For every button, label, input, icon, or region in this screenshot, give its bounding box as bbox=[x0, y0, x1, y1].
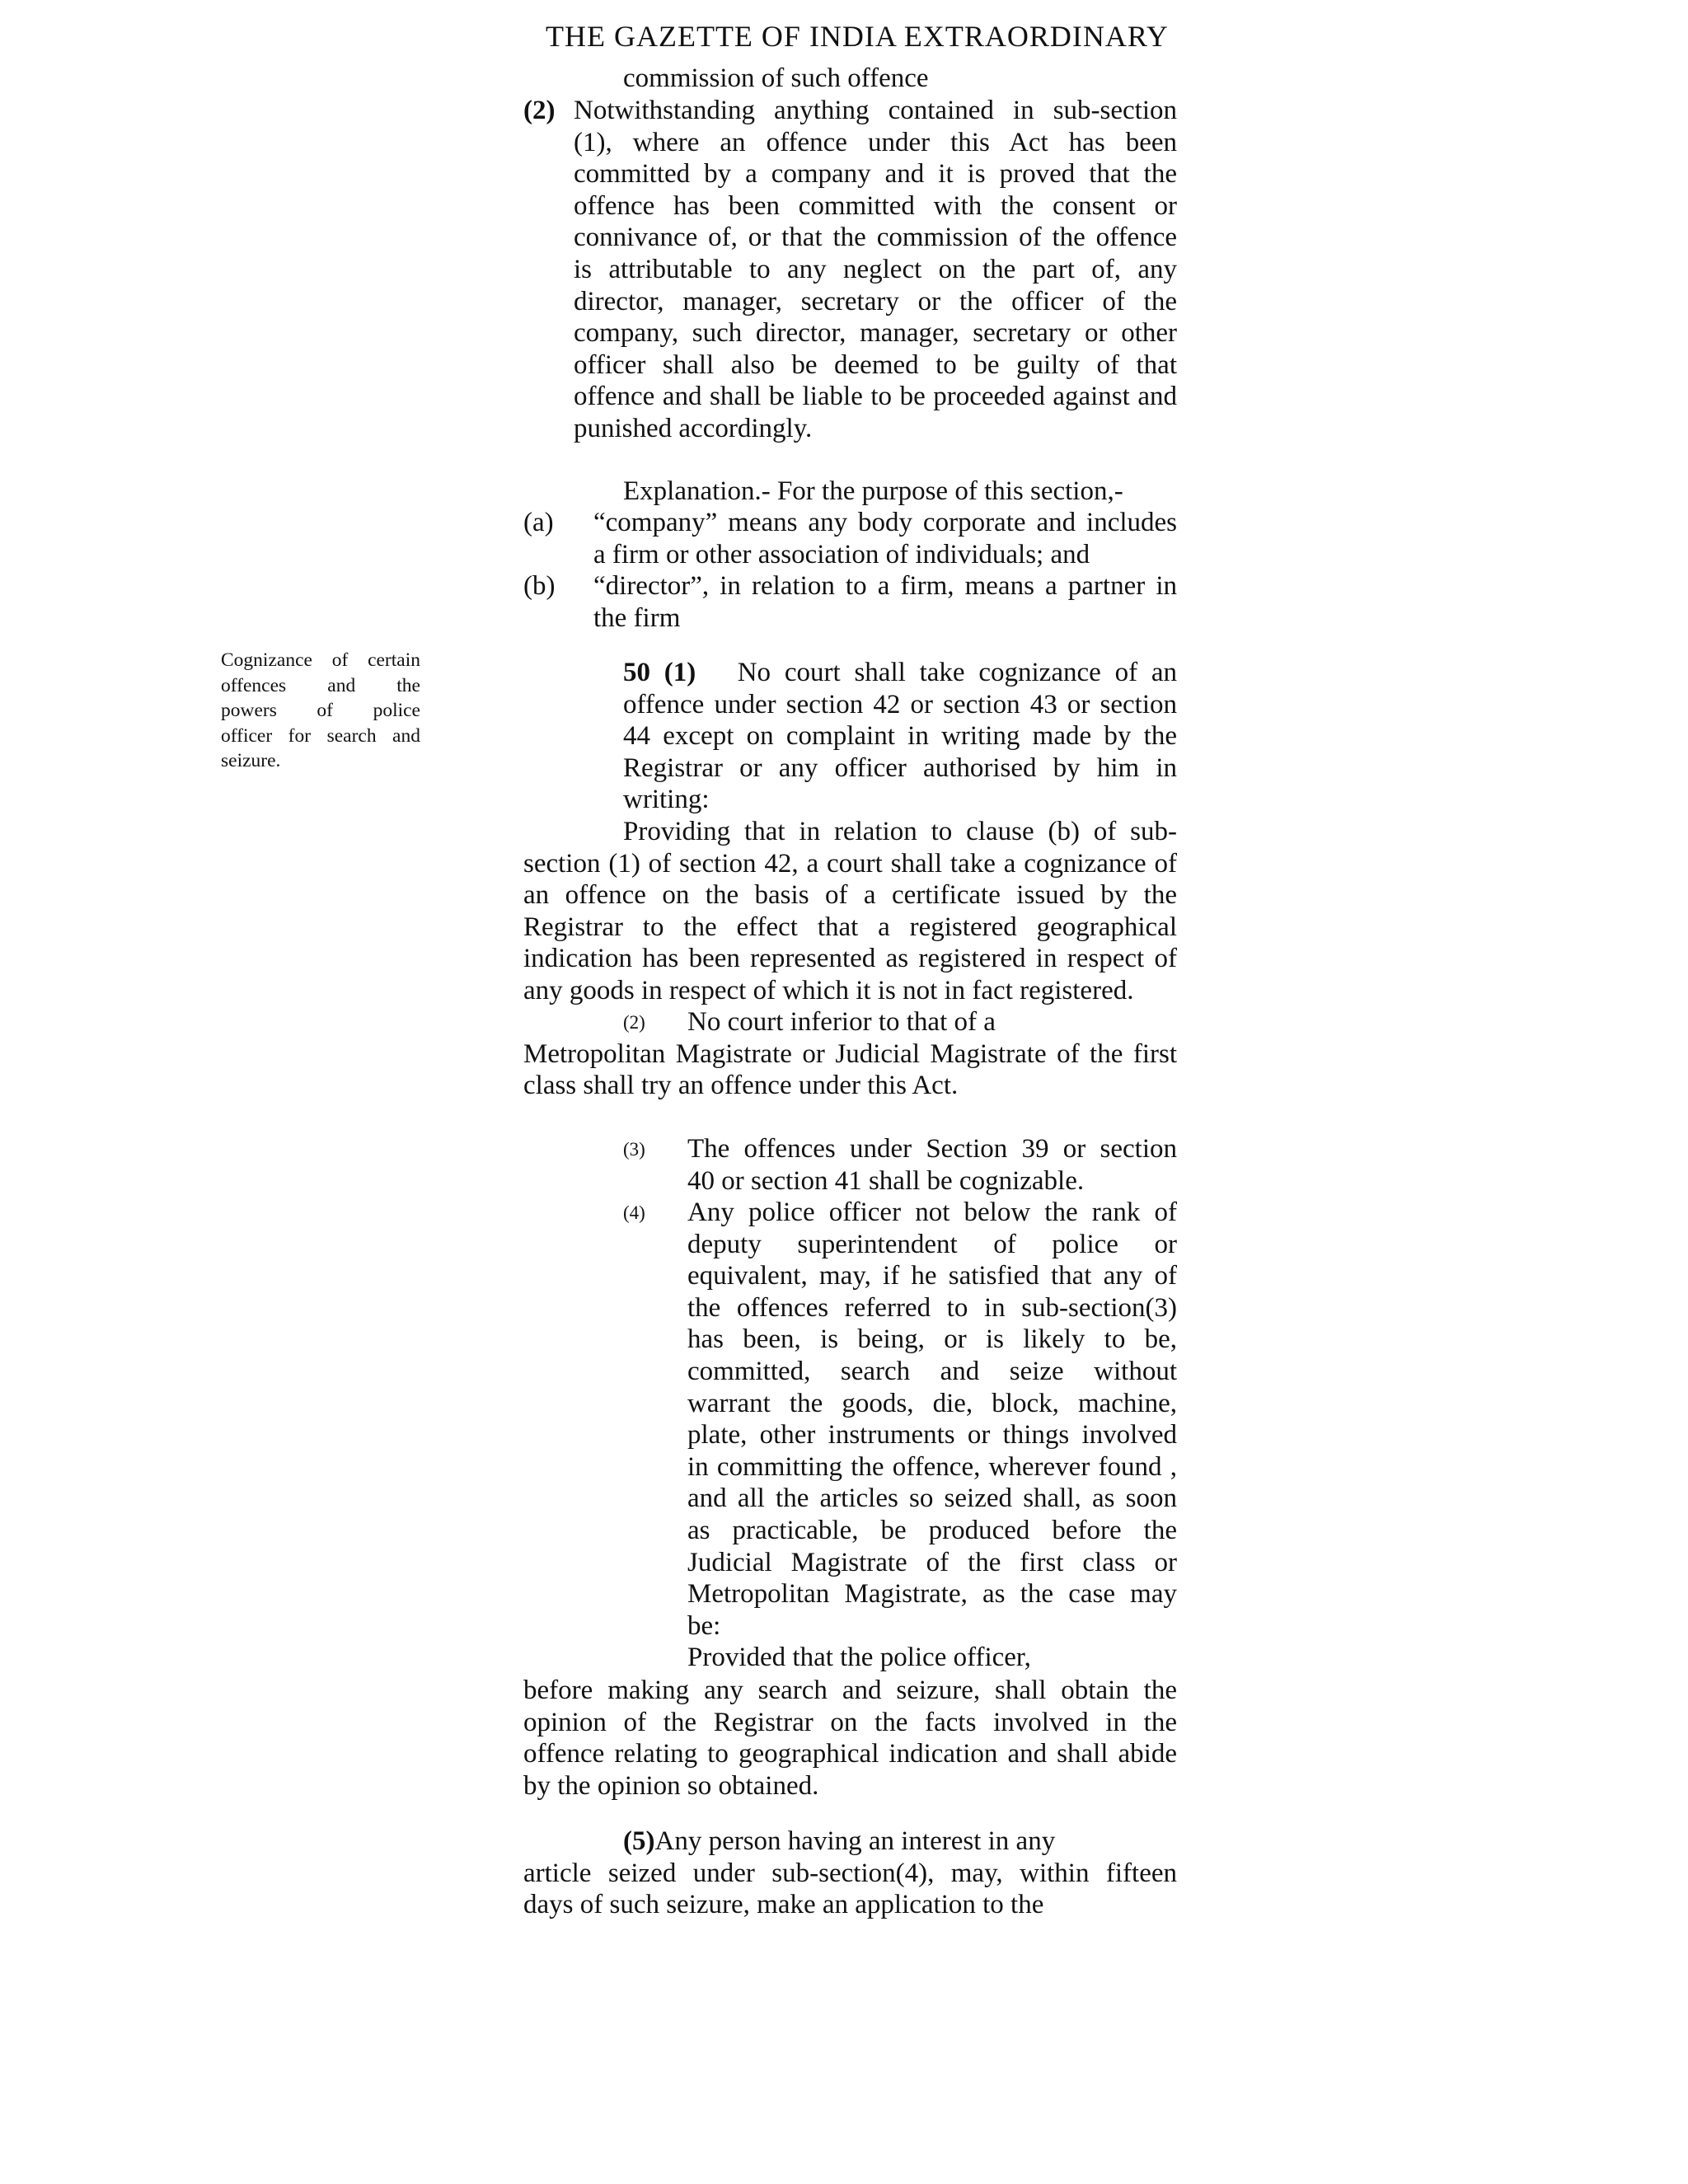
subsection-50-2-number: (2) bbox=[623, 1012, 645, 1033]
text-line: committed by a company and it is proved that the bbox=[574, 159, 1177, 190]
subsection-50-4-proviso-text bbox=[523, 1675, 1177, 1802]
subsection-50-3-text bbox=[687, 1133, 1177, 1197]
text-line: be: bbox=[687, 1610, 721, 1641]
text-line: article seized under sub-section(4), may, within fifteen bbox=[523, 1858, 1177, 1888]
text-line: the firm bbox=[593, 602, 681, 633]
text-line: an offence on the basis of a certificate issued by the bbox=[523, 880, 1177, 911]
text-line: Registrar to the effect that a registered geographical bbox=[523, 912, 1177, 942]
subsection-50-4-number: (4) bbox=[623, 1202, 645, 1223]
text-line: equivalent, may, if he satisfied that any of bbox=[687, 1261, 1177, 1291]
running-header-text: THE GAZETTE OF INDIA EXTRAORDINARY bbox=[546, 20, 1169, 51]
subsection-2-number: (2) bbox=[523, 96, 556, 125]
section-50-1-text bbox=[623, 657, 1177, 816]
section-50-proviso-first bbox=[623, 816, 1177, 848]
text-line: Provided that the police officer, bbox=[687, 1643, 1031, 1673]
text-line: a firm or other association of individuals; and bbox=[593, 539, 1090, 569]
text-line: deputy superintendent of police or bbox=[687, 1229, 1177, 1259]
text-line: The offences under Section 39 or section bbox=[687, 1134, 1177, 1164]
text-line: (1), where an offence under this Act has been bbox=[574, 127, 1177, 157]
text-line: Notwithstanding anything contained in sub-section bbox=[574, 96, 1177, 125]
text-line: section (1) of section 42, a court shall take a cognizance of bbox=[523, 848, 1177, 879]
marginal-note-line: offences and the bbox=[221, 674, 420, 696]
text-line: officer shall also be deemed to be guilty of that bbox=[574, 349, 1177, 380]
text-line: committed, search and seize without bbox=[687, 1356, 1177, 1386]
text-line: punished accordingly. bbox=[574, 413, 813, 443]
text-line: Registrar or any officer authorised by him in bbox=[623, 752, 1177, 783]
text-line: Any police officer not below the rank of bbox=[687, 1197, 1177, 1227]
explanation-item-a-label: (a) bbox=[523, 508, 554, 537]
subsection-50-2-first: No court inferior to that of a bbox=[687, 1007, 996, 1037]
text-line: Metropolitan Magistrate or Judicial Magistrate of the first bbox=[523, 1038, 1177, 1069]
text-line: offence under section 42 or section 43 or section bbox=[623, 689, 1177, 719]
text-line: “director”, in relation to a firm, means a partner in bbox=[593, 571, 1177, 601]
text-line: Metropolitan Magistrate, as the case may bbox=[687, 1579, 1177, 1610]
explanation-item-b-label: (b) bbox=[523, 571, 556, 601]
text-line: “company” means any body corporate and includes bbox=[593, 508, 1177, 537]
text-line: days of such seizure, make an application to the bbox=[523, 1890, 1044, 1920]
text-line: director, manager, secretary or the officer of the bbox=[574, 286, 1177, 316]
text-fragment: No court shall take cognizance of an bbox=[737, 658, 1178, 687]
subsection-50-5-text bbox=[523, 1858, 1177, 1921]
text-line: class shall try an offence under this Act. bbox=[523, 1071, 959, 1101]
marginal-note-line: officer for search and bbox=[221, 724, 420, 747]
text-line: warrant the goods, die, block, machine, bbox=[687, 1388, 1177, 1418]
text-line: offence has been committed with the consent or bbox=[574, 190, 1177, 221]
text-line: 44 except on complaint in writing made by the bbox=[623, 721, 1177, 752]
text-line: connivance of, or that the commission of the offence bbox=[574, 223, 1177, 253]
subsection-50-4-text bbox=[687, 1197, 1177, 1674]
text-line: Judicial Magistrate of the first class or bbox=[687, 1547, 1177, 1577]
text-line: plate, other instruments or things involved bbox=[687, 1420, 1177, 1451]
subsection-50-2-text bbox=[523, 1038, 1177, 1102]
subsection-2-text bbox=[574, 95, 1177, 445]
subsection-50-5-number: (5) bbox=[623, 1826, 655, 1856]
running-header bbox=[528, 0, 1187, 51]
marginal-note bbox=[221, 648, 420, 774]
text-line: Providing that in relation to clause (b) of sub- bbox=[623, 817, 1177, 846]
explanation-heading: Explanation.- For the purpose of this section,- bbox=[623, 476, 1123, 506]
text-line: any goods in respect of which it is not in fact registered. bbox=[523, 975, 1134, 1005]
marginal-note-line: powers of police bbox=[221, 700, 420, 721]
text-line: is attributable to any neglect on the part of, any bbox=[574, 254, 1177, 284]
text-line: the offences referred to in sub-section(3) bbox=[687, 1292, 1177, 1323]
section-50-first-line bbox=[623, 657, 1177, 689]
text-line: company, such director, manager, secretary or other bbox=[574, 318, 1177, 349]
text-line: offence relating to geographical indication and shall abide bbox=[523, 1739, 1177, 1769]
text-line: in committing the offence, wherever found , bbox=[687, 1451, 1177, 1482]
subsection-50-3-number: (3) bbox=[623, 1139, 645, 1160]
text-line: indication has been represented as registered in respect of bbox=[523, 944, 1177, 974]
text-line: by the opinion so obtained. bbox=[523, 1770, 819, 1801]
text-line: before making any search and seizure, shall obtain the bbox=[523, 1675, 1177, 1705]
text-line: offence and shall be liable to be proceeded against and bbox=[574, 382, 1177, 412]
text-line: writing: bbox=[623, 785, 710, 815]
text-line: and all the articles so seized shall, as soon bbox=[687, 1483, 1177, 1514]
marginal-note-line: Cognizance of certain bbox=[221, 649, 420, 671]
section-50-proviso-text bbox=[523, 848, 1177, 1007]
explanation-item-a-text bbox=[593, 507, 1177, 570]
text-line: opinion of the Registrar on the facts involved in the bbox=[523, 1707, 1177, 1737]
section-number: 50 (1) bbox=[623, 658, 696, 687]
text-line: as practicable, be produced before the bbox=[687, 1515, 1177, 1545]
text-line: has been, is being, or is likely to be, bbox=[687, 1324, 1177, 1355]
marginal-note-line: seizure. bbox=[221, 750, 281, 771]
text-line: 40 or section 41 shall be cognizable. bbox=[687, 1165, 1085, 1196]
text-fragment: Any person having an interest in any bbox=[654, 1826, 1056, 1856]
explanation-item-b-text bbox=[593, 570, 1177, 634]
continuation-line: commission of such offence bbox=[623, 63, 929, 93]
subsection-50-5-first bbox=[623, 1825, 1055, 1858]
